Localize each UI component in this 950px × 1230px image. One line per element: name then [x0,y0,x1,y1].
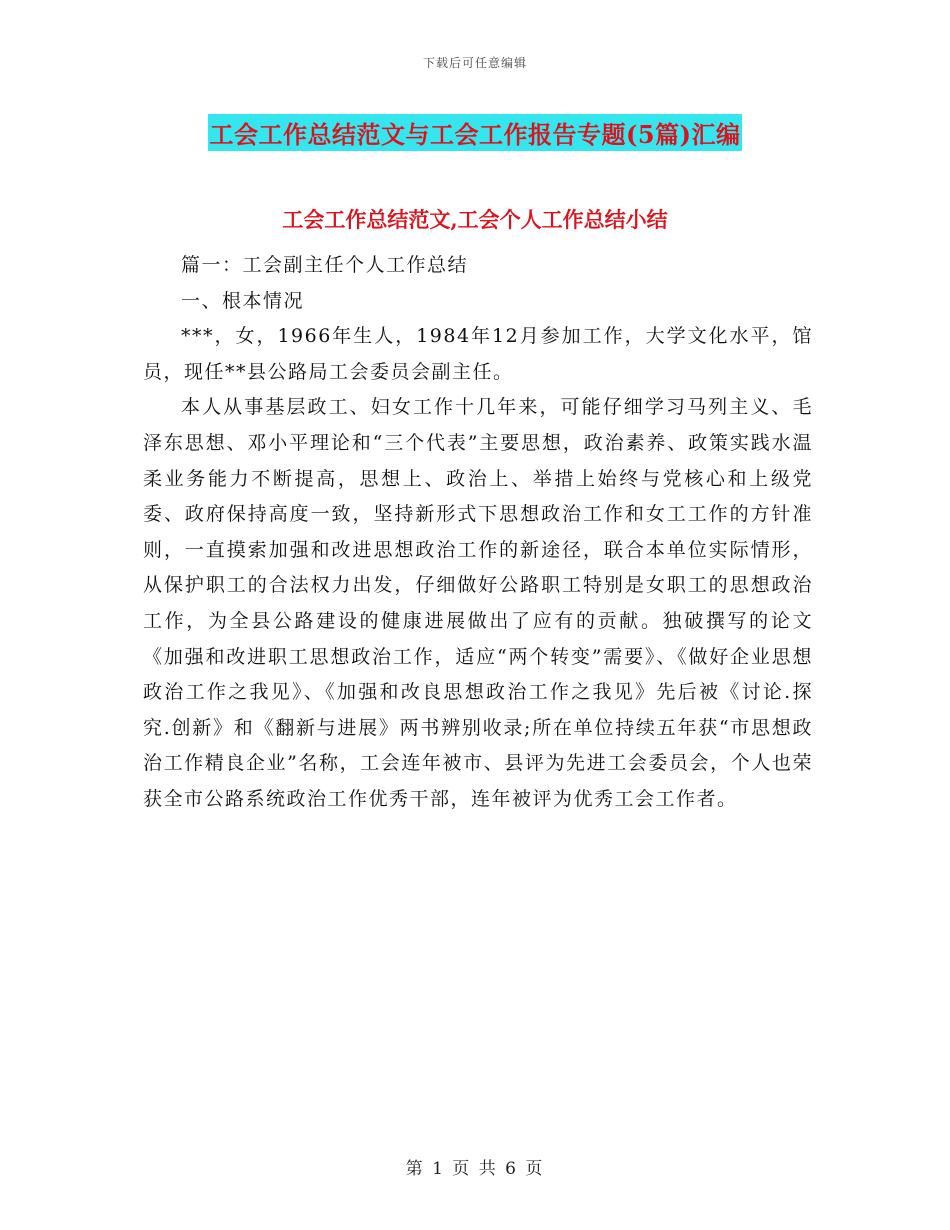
document-title: 工会工作总结范文与工会工作报告专题(5篇)汇编 [208,114,743,151]
header-note: 下载后可任意编辑 [422,56,527,70]
paragraph-basic-info: ***，女，1966年生人，1984年12月参加工作，大学文化水平，馆员，现任**县公路局工会委员会副主任。 [143,325,813,383]
page-number: 第 1 页 共 6 页 [405,1159,545,1179]
document-body [143,248,813,818]
document-title-container [0,114,950,151]
paragraph-work-summary: 本人从事基层政工、妇女工作十几年来，可能仔细学习马列主义、毛泽东思想、邓小平理论和“三个代表”主要思想，政治素养、政策实践水温柔业务能力不断提高，思想上、政治上、举措上始终与党核心和上级党委、政府保持高度一致，坚持新形式下思想政治工作和女工工作的方针准则，一直摸索加强和改进思想政治工作的新途径，联合本单位实际情形，从保护职工的合法权力出发，仔细做好公路职工特别是女职工的思想政治工作，为全县公路建设的健康进展做出了应有的贡献。独破撰写的论文《加强和改进职工思想政治工作，适应“两个转变”需要》、《做好企业思想政治工作之我见》、《加强和改良思想政治工作之我见》先后被《讨论.探究.创新》和《翻新与进展》两书辨别收录;所在单位持续五年获“市思想政治工作精良企业”名称，工会连年被市、县评为先进工会委员会，个人也荣获全市公路系统政治工作优秀干部，连年被评为优秀工会工作者。 [143,396,813,810]
paragraph-section-heading: 一、根本情况 [181,289,305,312]
paragraph-chapter-heading: 篇一：工会副主任个人工作总结 [181,254,469,276]
section-title: 工会工作总结范文,工会个人工作总结小结 [282,207,668,232]
